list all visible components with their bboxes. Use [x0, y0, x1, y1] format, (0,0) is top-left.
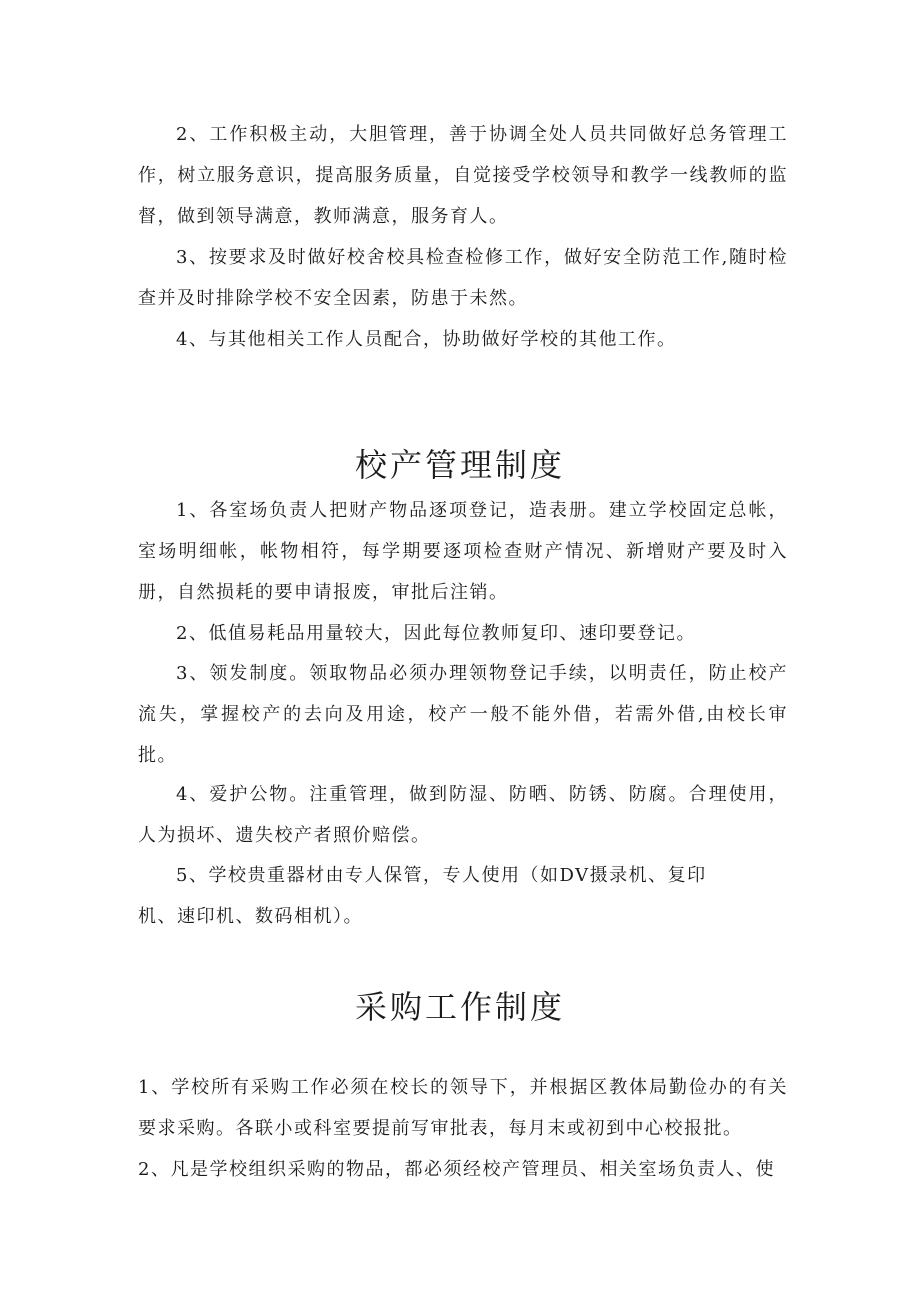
- paragraph-prev-item-4: 4、与其他相关工作人员配合，协助做好学校的其他工作。: [176, 329, 677, 350]
- paragraph-prev-item-3: 3、按要求及时做好校舍校具检查检修工作，做好安全防范工作,随时检查并及时排除学校不安全因素，防患于未然。: [138, 247, 788, 309]
- paragraph-assets-item-3: 3、领发制度。领取物品必须办理领物登记手续，以明责任，防止校产流失，掌握校产的去向及用途，校产一般不能外借，若需外借,由校长审批。: [138, 663, 788, 766]
- paragraph-assets-item-1: 1、各室场负责人把财产物品逐项登记，造表册。建立学校固定总帐，室场明细帐，帐物相符，每学期要逐项检查财产情况、新增财产要及时入册，自然损耗的要申请报废，审批后注销。: [138, 500, 788, 603]
- paragraph-assets-item-5-line-2: 机、速印机、数码相机）。: [138, 906, 363, 927]
- paragraph-prev-item-2: 2、工作积极主动，大胆管理，善于协调全处人员共同做好总务管理工作，树立服务意识，提高服务质量，自觉接受学校领导和教学一线教师的监督，做到领导满意，教师满意，服务育人。: [138, 124, 788, 227]
- paragraph-purchase-item-1: 1、学校所有采购工作必须在校长的领导下，并根据区教体局勤俭办的有关要求采购。各联小或科室要提前写审批表，每月末或初到中心校报批。: [138, 1077, 788, 1139]
- paragraph-assets-item-4: 4、爱护公物。注重管理，做到防湿、防晒、防锈、防腐。合理使用，人为损坏、遗失校产者照价赔偿。: [138, 784, 788, 846]
- paragraph-assets-item-5: [138, 855, 788, 937]
- heading-purchasing-rules: 采购工作制度: [354, 988, 565, 1026]
- paragraph-assets-item-2: 2、低值易耗品用量较大，因此每位教师复印、速印要登记。: [176, 623, 696, 644]
- paragraph-assets-item-5-line-1: 5、学校贵重器材由专人保管，专人使用（如DV摄录机、复印: [176, 865, 707, 886]
- heading-asset-management: 校产管理制度: [354, 446, 565, 484]
- paragraph-purchase-item-2: 2、凡是学校组织采购的物品，都必须经校产管理员、相关室场负责人、使: [138, 1159, 775, 1180]
